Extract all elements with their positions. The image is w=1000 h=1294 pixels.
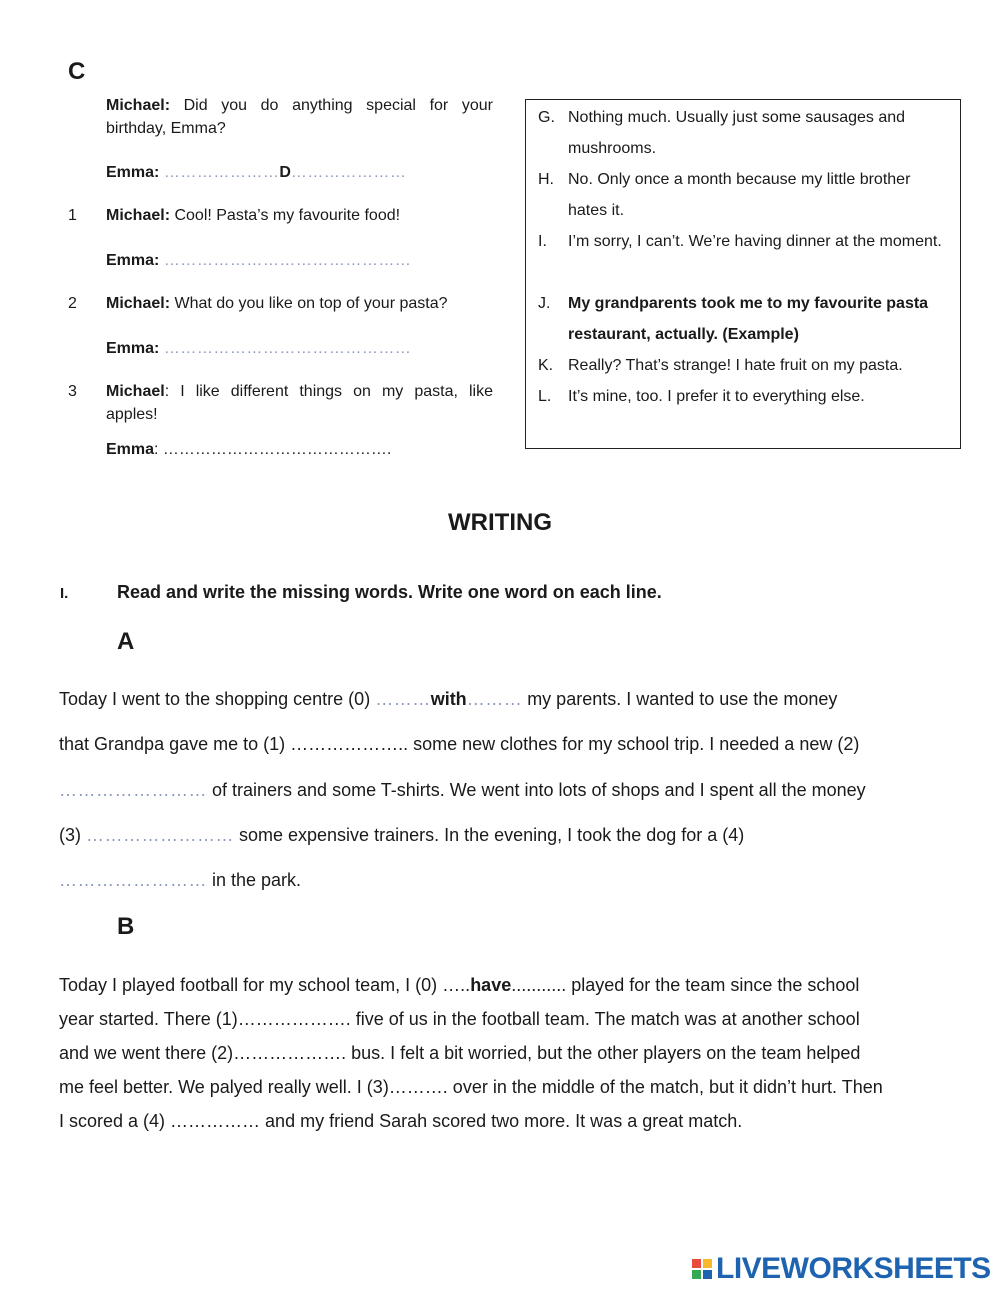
- text: in the park.: [207, 870, 302, 891]
- option-j: [538, 288, 948, 350]
- text: ........... played for the team since the school: [511, 975, 860, 995]
- option-letter: J.: [538, 295, 551, 312]
- dialogue-example: [68, 94, 493, 204]
- options-box: [525, 99, 961, 449]
- option-h: [538, 164, 948, 226]
- answer-blank-2[interactable]: ………………………………………: [163, 340, 412, 357]
- question-number: 3: [68, 383, 77, 400]
- text: of trainers and some T-shirts. We went into lots of shops and I spent all the money: [207, 779, 866, 800]
- answer-dots: …………………: [163, 164, 280, 181]
- option-letter: H.: [538, 171, 554, 188]
- option-letter: I.: [538, 233, 547, 250]
- option-text: No. Only once a month because my little brother hates it.: [568, 171, 911, 219]
- option-i: [538, 226, 948, 288]
- dialogue-3: [68, 380, 493, 465]
- part-a-line-3: [59, 768, 941, 813]
- part-a-line-4: [59, 813, 941, 858]
- dialogue-2: [68, 292, 493, 362]
- option-letter: L.: [538, 388, 552, 405]
- instruction-text: Read and write the missing words. Write one word on each line.: [117, 582, 662, 602]
- answer-dots: ………: [375, 689, 431, 709]
- answer-blank-3[interactable]: ……………………: [86, 824, 234, 845]
- instruction-number: I.: [60, 585, 69, 602]
- answer-dots: …………………: [290, 164, 407, 181]
- speaker-michael: Michael:: [106, 97, 171, 114]
- option-letter: G.: [538, 109, 555, 126]
- part-b-line-3: and we went there (2)………………. bus. I felt a bit worried, but the other players on the team helped: [59, 1043, 861, 1063]
- section-c-heading: C: [68, 58, 86, 85]
- instruction: [60, 582, 760, 608]
- option-text: Nothing much. Usually just some sausages and mushrooms.: [568, 109, 906, 157]
- part-a-heading: A: [117, 628, 135, 655]
- example-answer: with: [430, 689, 467, 709]
- part-b-paragraph: [59, 968, 941, 1138]
- option-text: I’m sorry, I can’t. We’re having dinner at the moment.: [568, 233, 942, 250]
- part-a-paragraph: [59, 677, 941, 903]
- example-answer: D: [279, 164, 291, 181]
- part-b-heading: B: [117, 913, 135, 940]
- part-a-line-1: [59, 677, 941, 722]
- text: Today I went to the shopping centre (0): [59, 689, 376, 709]
- dialogue-1: [68, 204, 493, 274]
- part-a-line-5: [59, 858, 941, 903]
- option-text: It’s mine, too. I prefer it to everything else.: [568, 388, 865, 405]
- part-b-line-1: [59, 968, 941, 1002]
- speaker-emma: Emma:: [106, 252, 160, 269]
- part-a-line-2: that Grandpa gave me to (1) ……………….. some new clothes for my school trip. I needed a new (2): [59, 734, 860, 755]
- speaker-emma: Emma: [106, 441, 155, 458]
- liveworksheets-logo: [692, 1254, 992, 1284]
- question-number: 1: [68, 207, 77, 224]
- option-text: My grandparents took me to my favourite pasta restaurant, actually. (Example): [568, 295, 929, 343]
- michael-line: Did you do anything special for your birthday, Emma?: [106, 97, 493, 137]
- option-g: [538, 102, 948, 164]
- question-number: 2: [68, 295, 77, 312]
- text: my parents. I wanted to use the money: [522, 689, 838, 709]
- logo-mark-icon: [692, 1259, 712, 1279]
- text: (3): [59, 824, 86, 845]
- option-l: [538, 381, 948, 412]
- option-letter: K.: [538, 357, 554, 374]
- answer-dots: ………: [466, 689, 523, 709]
- speaker-michael: Michael: [106, 383, 165, 400]
- text: Today I played football for my school team, I (0) …..: [59, 975, 471, 995]
- logo-text: LIVEWORKSHEETS: [716, 1252, 991, 1285]
- michael-line: What do you like on top of your pasta?: [170, 295, 448, 312]
- part-b-line-4: me feel better. We palyed really well. I (3)………. over in the middle of the match, but it didn’t hurt. Then: [59, 1077, 883, 1097]
- answer-blank-3[interactable]: : …………………………………….: [154, 441, 392, 458]
- example-answer: have: [470, 975, 512, 995]
- option-k: [538, 350, 948, 381]
- michael-line: Cool! Pasta’s my favourite food!: [170, 207, 401, 224]
- part-b-line-5: I scored a (4) …………… and my friend Sarah scored two more. It was a great match.: [59, 1111, 743, 1131]
- speaker-emma: Emma:: [106, 164, 160, 181]
- text: some expensive trainers. In the evening, I took the dog for a (4): [234, 824, 745, 845]
- speaker-michael: Michael:: [106, 207, 171, 224]
- michael-line: : I like different things on my pasta, like apples!: [106, 383, 493, 423]
- answer-blank-1[interactable]: ………………………………………: [163, 252, 412, 269]
- option-text: Really? That’s strange! I hate fruit on my pasta.: [568, 357, 903, 374]
- answer-blank-2[interactable]: ……………………: [59, 779, 207, 800]
- answer-blank-4[interactable]: ……………………: [59, 870, 207, 891]
- part-b-line-2: year started. There (1)………………. five of us in the football team. The match was at another school: [59, 1009, 860, 1029]
- speaker-michael: Michael:: [106, 295, 171, 312]
- writing-title: WRITING: [448, 509, 552, 536]
- speaker-emma: Emma:: [106, 340, 160, 357]
